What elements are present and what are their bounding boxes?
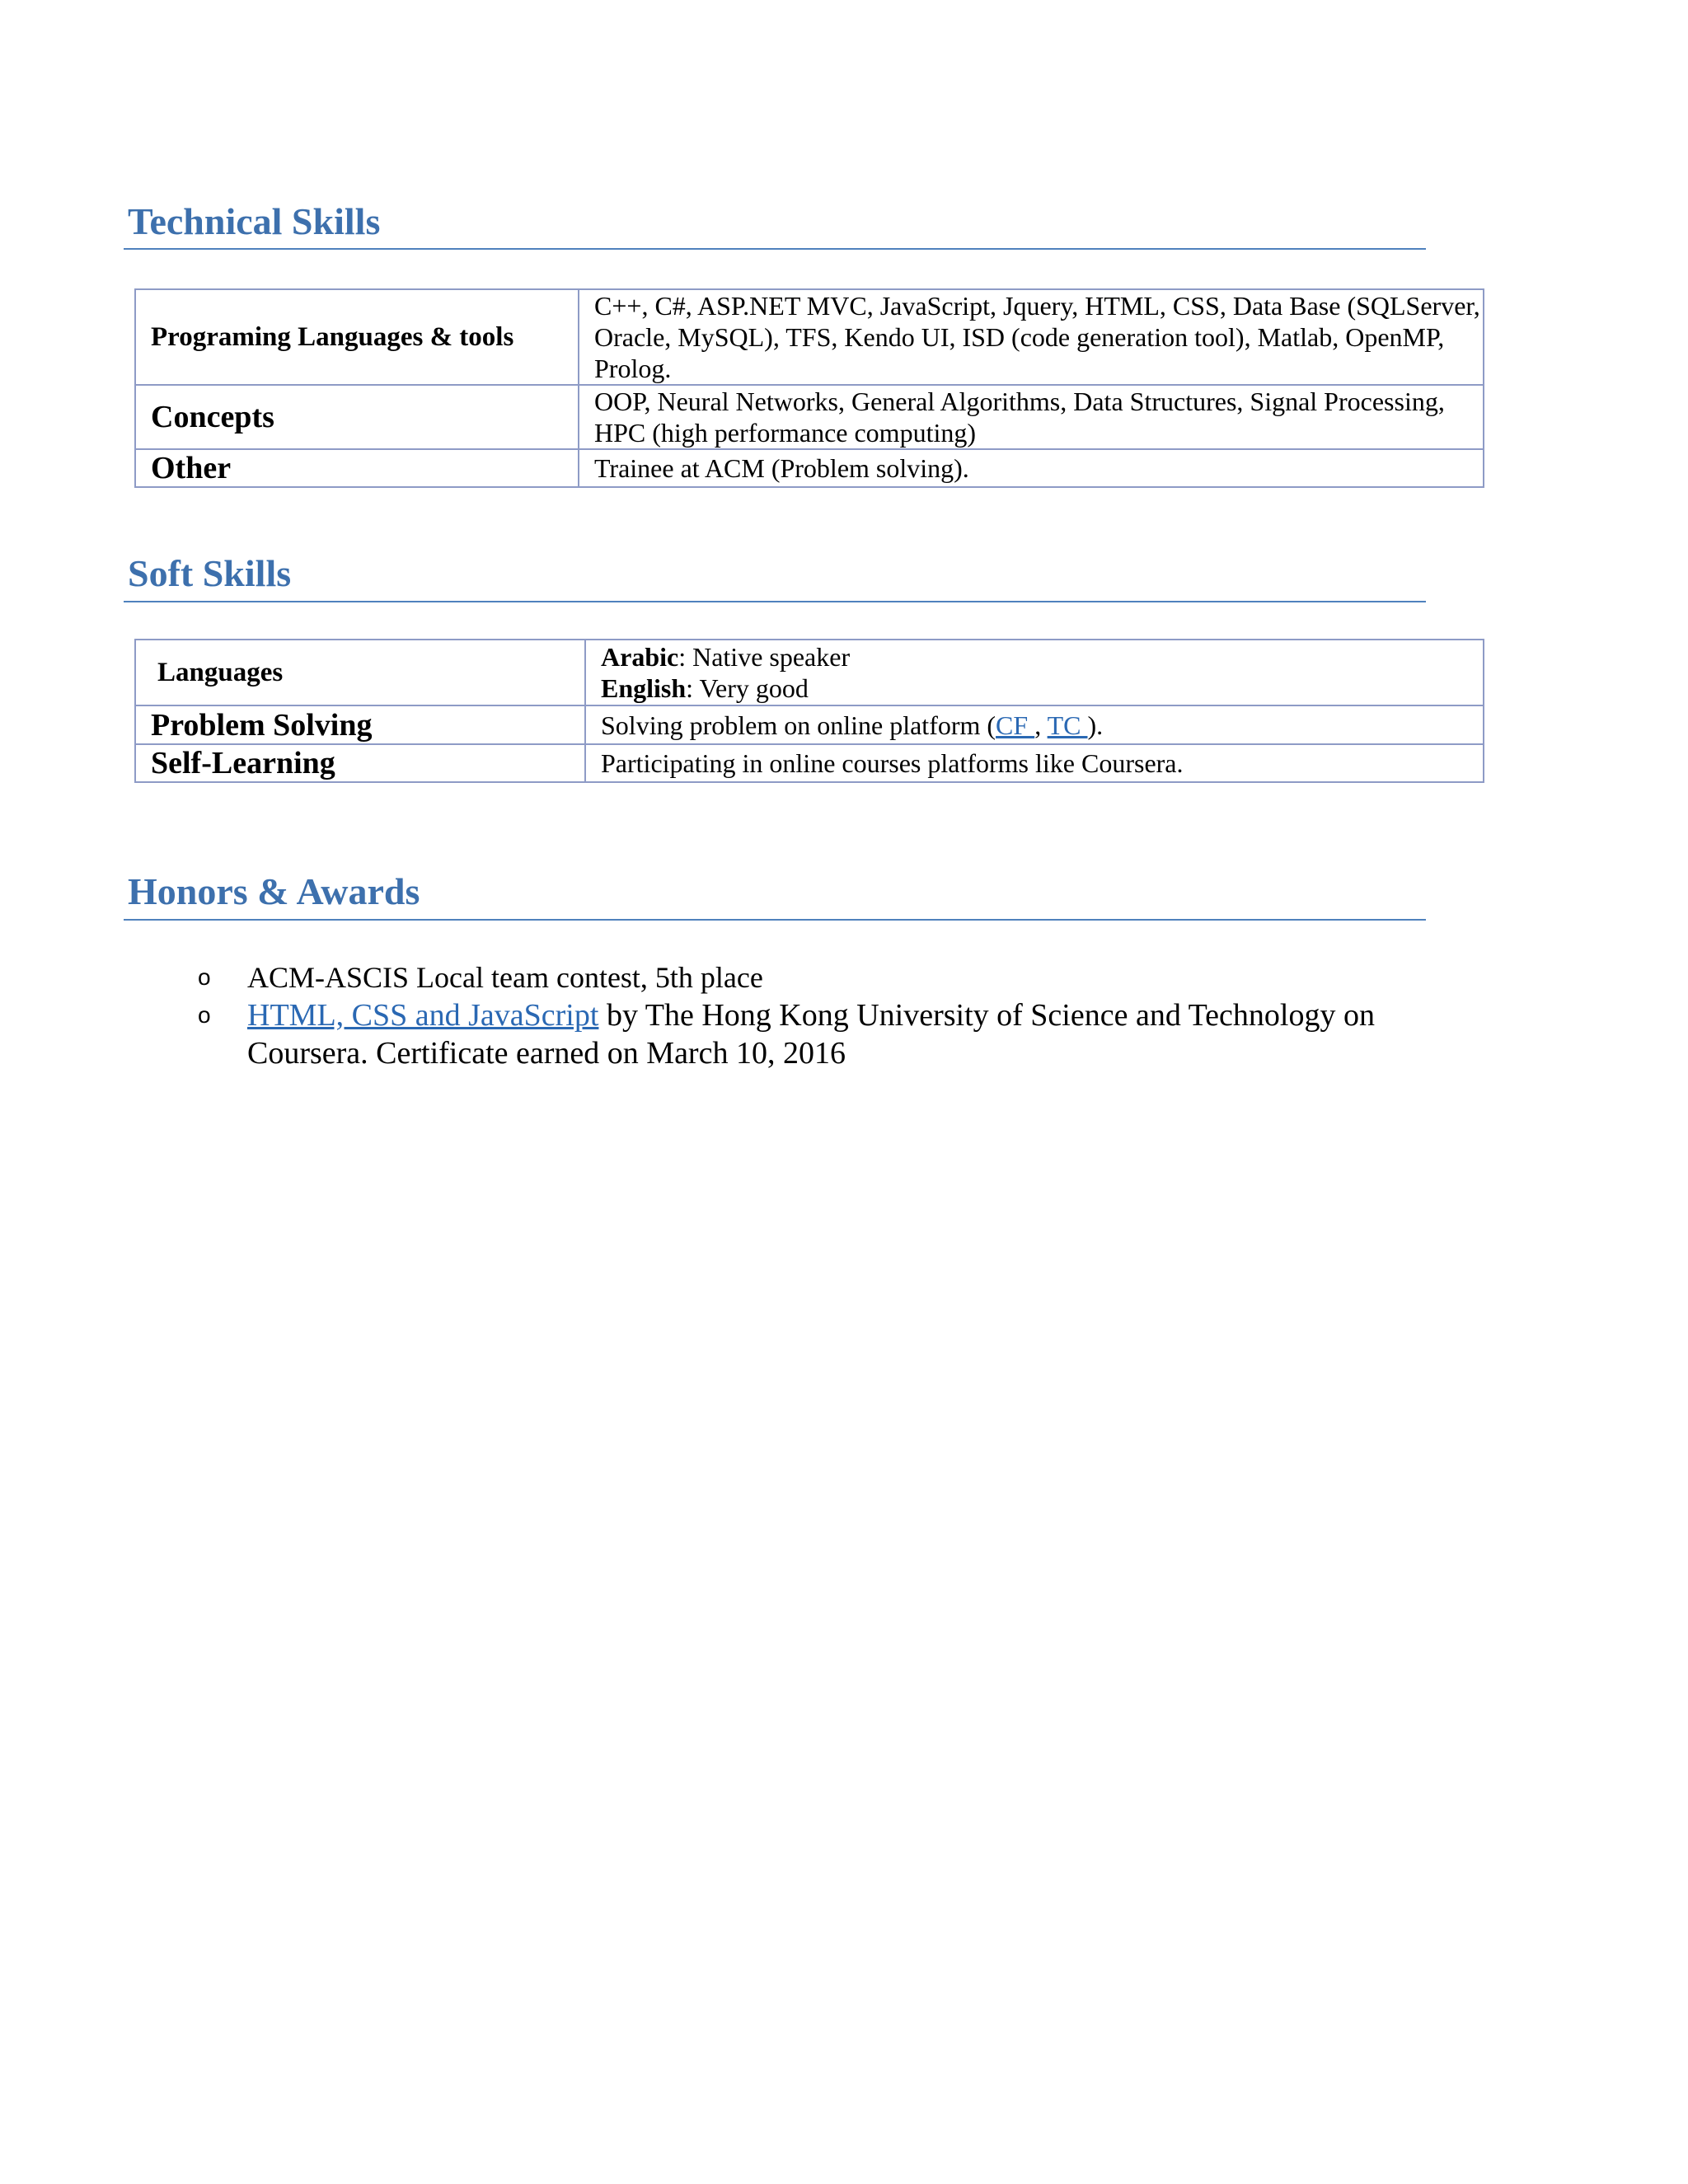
skill-value-problem-solving xyxy=(585,705,1484,744)
problem-solving-prefix: Solving problem on online platform ( xyxy=(601,710,996,740)
problem-solving-suffix: ). xyxy=(1087,710,1104,740)
awards-list xyxy=(191,958,1444,1072)
skill-label-self-learning: Self-Learning xyxy=(135,744,585,782)
honors-awards-heading: Honors & Awards xyxy=(128,870,420,912)
language-english xyxy=(601,673,1483,704)
language-arabic xyxy=(601,641,1483,673)
language-name-arabic: Arabic xyxy=(601,642,679,672)
list-item xyxy=(191,996,1444,1072)
skill-label-concepts: Concepts xyxy=(135,385,579,449)
technical-skills-heading: Technical Skills xyxy=(128,200,381,242)
skill-value-programming: C++, C#, ASP.NET MVC, JavaScript, Jquery, HTML, CSS, Data Base (SQLServer, Oracle, MySQL), TFS, Kendo UI, ISD (code generation tool), Matlab, OpenMP, Prolog. xyxy=(579,289,1484,385)
technical-skills-rule xyxy=(124,248,1426,250)
soft-skills-heading: Soft Skills xyxy=(128,552,292,594)
table-row xyxy=(135,744,1484,782)
technical-skills-table xyxy=(134,288,1484,488)
table-row xyxy=(135,289,1484,385)
bullet-icon: o xyxy=(198,964,211,990)
bullet-icon: o xyxy=(198,1002,211,1028)
table-row xyxy=(135,385,1484,449)
award-text-certificate: by The Hong Kong University of Science and Technology on Coursera. Certificate earned on March 10, 2016 xyxy=(247,998,1375,1071)
soft-skills-table xyxy=(134,639,1484,783)
language-level-arabic: : Native speaker xyxy=(678,642,851,672)
problem-solving-separator: , xyxy=(1034,710,1048,740)
skill-label-problem-solving: Problem Solving xyxy=(135,705,585,744)
skill-value-languages xyxy=(585,640,1484,705)
table-row xyxy=(135,640,1484,705)
skill-label-languages: Languages xyxy=(135,640,585,705)
cf-link[interactable]: CF xyxy=(996,710,1035,740)
skill-value-other: Trainee at ACM (Problem solving). xyxy=(579,449,1484,487)
skill-value-concepts: OOP, Neural Networks, General Algorithms, Data Structures, Signal Processing, HPC (high performance computing) xyxy=(579,385,1484,449)
table-row xyxy=(135,449,1484,487)
soft-skills-rule xyxy=(124,601,1426,602)
skill-value-self-learning: Participating in online courses platforms like Coursera. xyxy=(585,744,1484,782)
skill-label-programming: Programing Languages & tools xyxy=(135,289,579,385)
list-item xyxy=(191,958,1444,996)
skill-label-other: Other xyxy=(135,449,579,487)
language-name-english: English xyxy=(601,673,687,703)
language-level-english: : Very good xyxy=(686,673,809,703)
award-text-acm: ACM-ASCIS Local team contest, 5th place xyxy=(247,961,763,994)
course-link[interactable]: HTML, CSS and JavaScript xyxy=(247,998,599,1033)
honors-awards-rule xyxy=(124,919,1426,921)
table-row xyxy=(135,705,1484,744)
tc-link[interactable]: TC xyxy=(1047,710,1088,740)
